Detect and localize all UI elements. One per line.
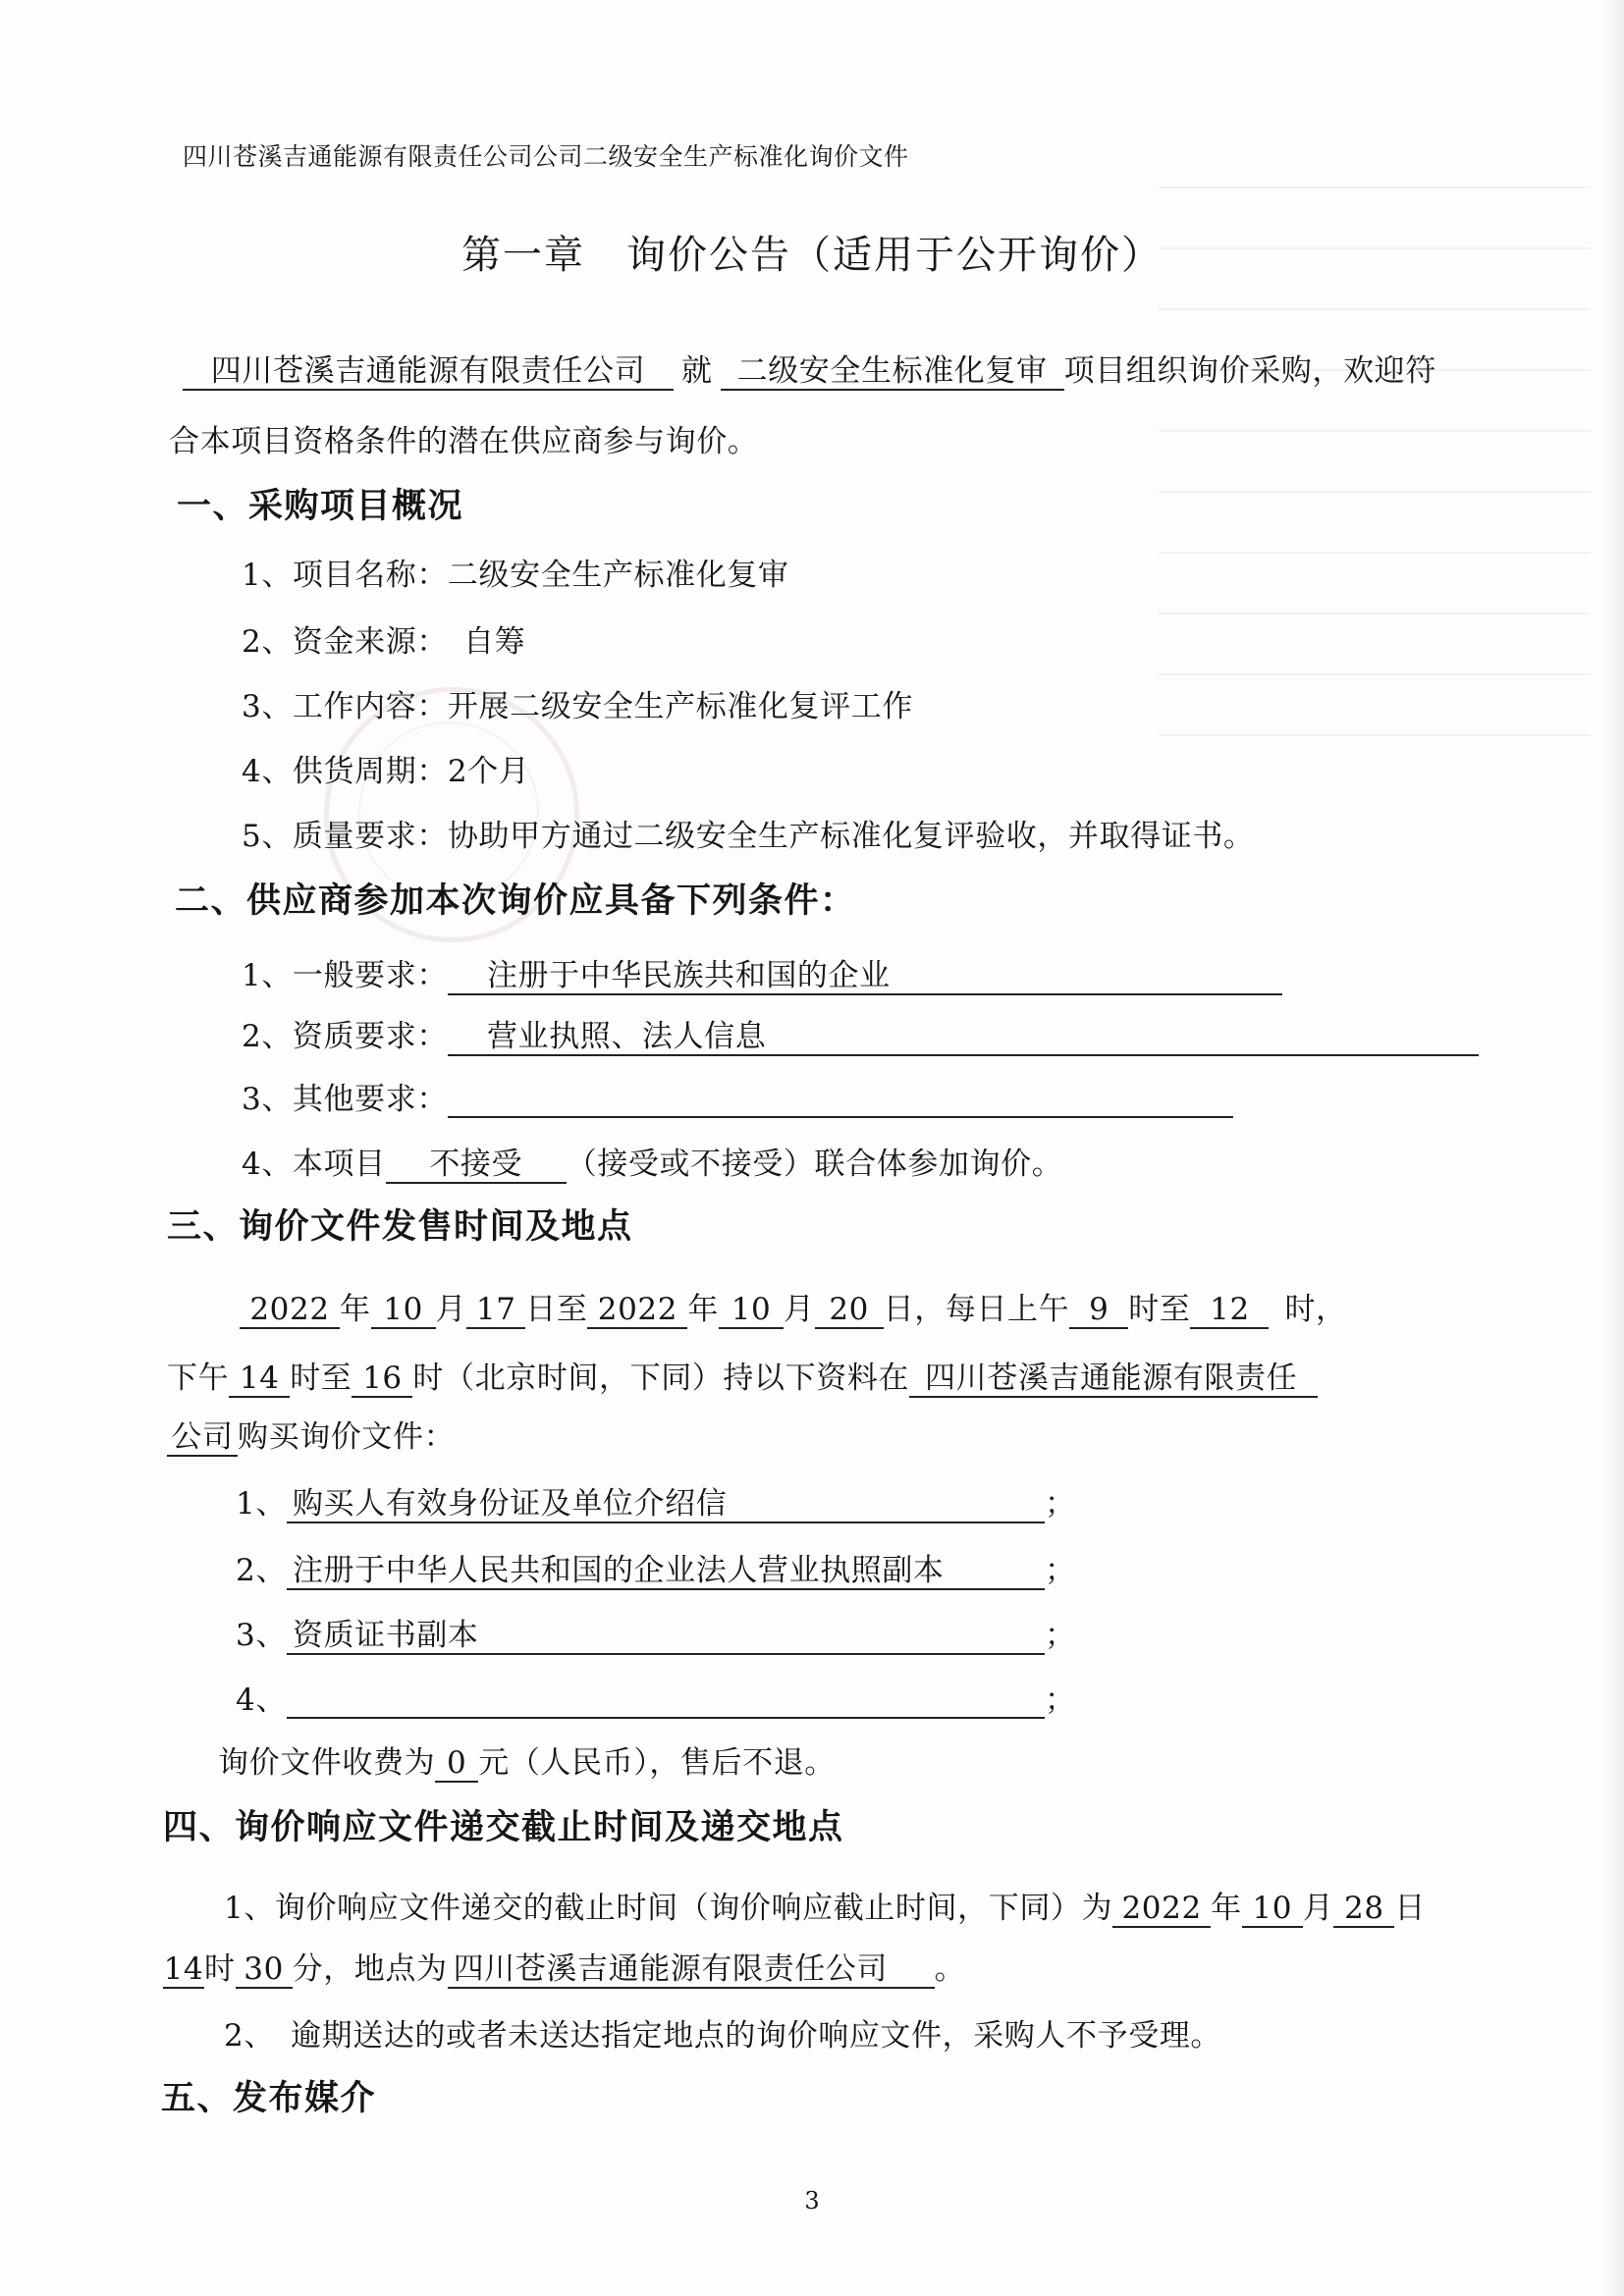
unit: 日，每日上午 bbox=[883, 1292, 1070, 1327]
unit: 日至 bbox=[525, 1292, 588, 1327]
deadline-hour: 14 bbox=[163, 1951, 204, 1987]
general-requirement-value: 注册于中华民族共和国的企业 bbox=[448, 959, 1282, 995]
s1-item-4: 4、供货周期：2个月 bbox=[242, 754, 530, 789]
material-3 bbox=[236, 1610, 1076, 1655]
pm-end-hour: 16 bbox=[352, 1362, 412, 1398]
sale-end-year: 2022 bbox=[587, 1293, 687, 1329]
material-end: ； bbox=[1044, 1553, 1076, 1588]
page-number: 3 bbox=[804, 2187, 820, 2215]
s1-item-5: 5、质量要求：协助甲方通过二级安全生产标准化复评验收，并取得证书。 bbox=[242, 819, 1255, 854]
material-2 bbox=[236, 1545, 1076, 1590]
material-number: 4、 bbox=[236, 1682, 287, 1718]
sale-place-line bbox=[167, 1353, 1318, 1398]
deadline-minute: 30 bbox=[236, 1952, 293, 1989]
unit: 月 bbox=[435, 1292, 467, 1327]
deadline-day: 28 bbox=[1333, 1892, 1394, 1928]
material-text bbox=[287, 1682, 1045, 1719]
unit: 年 bbox=[1211, 1891, 1242, 1926]
sale-place-cont: 公司 bbox=[167, 1420, 238, 1457]
intro-line-2: 合本项目资格条件的潜在供应商参与询价。 bbox=[169, 424, 759, 459]
fee-text: 元（人民币），售后不退。 bbox=[478, 1745, 836, 1781]
am-end-hour: 12 bbox=[1190, 1293, 1269, 1329]
material-end: ； bbox=[1044, 1682, 1076, 1718]
sale-start-day: 17 bbox=[466, 1293, 525, 1329]
unit: 年 bbox=[687, 1292, 720, 1327]
fee-amount: 0 bbox=[435, 1746, 478, 1783]
deadline-line-2 bbox=[163, 1944, 965, 1989]
section-3-heading: 三、询价文件发售时间及地点 bbox=[167, 1207, 633, 1247]
requirement-label: 1、一般要求： bbox=[242, 958, 448, 993]
material-1 bbox=[236, 1478, 1076, 1523]
deadline-year: 2022 bbox=[1112, 1892, 1211, 1928]
unit: 时， bbox=[1284, 1292, 1347, 1327]
late-submission-line: 2、 逾期送达的或者未送达指定地点的询价响应文件，采购人不予受理。 bbox=[224, 2018, 1222, 2054]
section-2-heading: 二、供应商参加本次询价应具备下列条件： bbox=[175, 881, 856, 921]
material-end: ； bbox=[1044, 1618, 1076, 1653]
unit: 时 bbox=[204, 1951, 236, 1987]
sale-place: 四川苍溪吉通能源有限责任 bbox=[909, 1362, 1318, 1398]
submission-place: 四川苍溪吉通能源有限责任公司 bbox=[448, 1952, 935, 1989]
material-number: 1、 bbox=[236, 1486, 287, 1522]
section-1-heading: 一、采购项目概况 bbox=[177, 487, 464, 526]
sale-text: 购买询价文件： bbox=[238, 1419, 456, 1455]
s2-requirement-1 bbox=[242, 950, 1282, 995]
deadline-text: 分，地点为 bbox=[292, 1951, 448, 1987]
document-header: 四川苍溪吉通能源有限责任公司公司二级安全生产标准化询价文件 bbox=[183, 142, 909, 171]
s1-item-1: 1、项目名称：二级安全生产标准化复审 bbox=[242, 558, 789, 593]
unit: 下午 bbox=[167, 1361, 230, 1396]
s1-item-2: 2、资金来源： 自筹 bbox=[242, 624, 526, 660]
section-5-heading: 五、发布媒介 bbox=[161, 2079, 377, 2118]
sale-start-month: 10 bbox=[371, 1293, 436, 1329]
material-number: 2、 bbox=[236, 1553, 287, 1588]
am-start-hour: 9 bbox=[1069, 1293, 1128, 1329]
deadline-line bbox=[224, 1883, 1426, 1928]
fee-line bbox=[218, 1737, 836, 1783]
unit: 月 bbox=[1302, 1891, 1334, 1926]
intro-line-1 bbox=[183, 346, 1436, 391]
fee-text: 询价文件收费为 bbox=[218, 1745, 436, 1781]
material-end: ； bbox=[1044, 1486, 1076, 1522]
unit: 年 bbox=[340, 1292, 371, 1327]
requirement-note: （接受或不接受）联合体参加询价。 bbox=[566, 1147, 1063, 1182]
scan-edge-shadow bbox=[1600, 0, 1624, 2296]
sale-end-day: 20 bbox=[815, 1293, 884, 1329]
unit: 时至 bbox=[1128, 1292, 1191, 1327]
pm-start-hour: 14 bbox=[229, 1362, 290, 1398]
qualification-requirement-value: 营业执照、法人信息 bbox=[448, 1020, 1479, 1056]
sale-place-line-2 bbox=[167, 1412, 455, 1457]
sale-end-month: 10 bbox=[719, 1293, 784, 1329]
deadline-month: 10 bbox=[1242, 1892, 1303, 1928]
material-number: 3、 bbox=[236, 1618, 287, 1653]
deadline-text: 1、询价响应文件递交的截止时间（询价响应截止时间，下同）为 bbox=[224, 1891, 1113, 1926]
unit: 时至 bbox=[290, 1361, 352, 1396]
sale-period-line bbox=[240, 1284, 1347, 1329]
intro-text: 就 bbox=[681, 353, 713, 389]
requirement-label: 4、本项目 bbox=[242, 1147, 386, 1182]
other-requirement-value bbox=[448, 1081, 1233, 1118]
material-text: 注册于中华人民共和国的企业法人营业执照副本 bbox=[287, 1554, 1045, 1590]
sale-start-year: 2022 bbox=[240, 1293, 340, 1329]
unit: 月 bbox=[784, 1292, 815, 1327]
consortium-value: 不接受 bbox=[386, 1148, 567, 1184]
s2-requirement-3 bbox=[242, 1074, 1233, 1118]
requirement-label: 3、其他要求： bbox=[242, 1082, 448, 1117]
requirement-label: 2、资质要求： bbox=[242, 1019, 448, 1054]
intro-text: 项目组织询价采购，欢迎符 bbox=[1063, 353, 1436, 389]
sale-text: 时（北京时间，下同）持以下资料在 bbox=[412, 1361, 910, 1396]
material-4 bbox=[236, 1675, 1076, 1719]
s2-requirement-4 bbox=[242, 1139, 1062, 1184]
purchaser-name: 四川苍溪吉通能源有限责任公司 bbox=[183, 354, 674, 391]
unit: 日 bbox=[1394, 1891, 1426, 1926]
material-text: 购买人有效身份证及单位介绍信 bbox=[287, 1487, 1045, 1523]
material-text: 资质证书副本 bbox=[287, 1619, 1045, 1655]
section-4-heading: 四、询价响应文件递交截止时间及递交地点 bbox=[163, 1808, 844, 1847]
intro-project-name: 二级安全生标准化复审 bbox=[721, 354, 1064, 391]
s1-item-3: 3、工作内容：开展二级安全生产标准化复评工作 bbox=[242, 689, 913, 724]
unit: 。 bbox=[934, 1951, 966, 1987]
chapter-title: 第一章 询价公告（适用于公开询价） bbox=[461, 233, 1163, 278]
s2-requirement-2 bbox=[242, 1011, 1479, 1056]
